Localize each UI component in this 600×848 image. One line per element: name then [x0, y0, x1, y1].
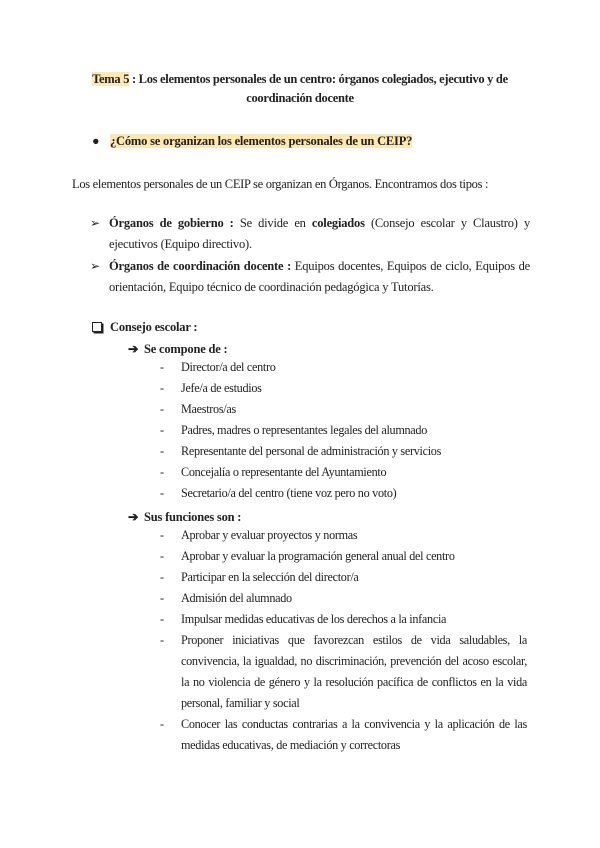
subsection-heading: Se compone de : [144, 342, 228, 356]
organo-bold-term: colegiados [311, 216, 365, 230]
list-item [160, 588, 527, 609]
dash-bullet: - [160, 717, 164, 731]
list-item [160, 525, 527, 546]
checkbox-bullet-icon [92, 322, 102, 332]
list-item-text: Proponer iniciativas que favorezcan estilos de vida saludables, la convivencia, la igualdad, no discriminación, prevención del acoso escolar, la no violencia de género y la resolución pacífica de conflictos en la vida personal, familiar y social [181, 633, 527, 710]
list-item [160, 483, 527, 504]
list-item-text: Participar en la selección del director/a [181, 570, 359, 584]
dash-bullet: - [160, 402, 164, 416]
question-heading [92, 134, 412, 149]
list-item-text: Impulsar medidas educativas de los derechos a la infancia [181, 612, 447, 626]
list-item [160, 567, 527, 588]
page-title [70, 70, 530, 108]
dash-bullet: - [160, 360, 164, 374]
list-item [160, 609, 527, 630]
list-item-text: Concejalía o representante del Ayuntamiento [181, 465, 387, 479]
section-heading: Consejo escolar : [110, 320, 198, 334]
list-item [160, 378, 527, 399]
dash-bullet: - [160, 486, 164, 500]
list-item [160, 714, 527, 756]
organo-item-coordinacion [90, 256, 530, 298]
organo-item-gobierno [90, 213, 530, 255]
organo-text [109, 213, 530, 255]
list-item-text: Aprobar y evaluar la programación general anual del centro [181, 549, 455, 563]
dash-bullet: - [160, 549, 164, 563]
organo-title: Órganos de gobierno : [109, 216, 234, 230]
funciones-list [160, 525, 527, 756]
title-label: Tema 5 [92, 72, 130, 86]
organo-text [109, 256, 530, 298]
compone-list [160, 357, 527, 504]
subsection-compone [128, 341, 227, 357]
dash-bullet: - [160, 444, 164, 458]
right-arrow-icon: ➔ [128, 342, 139, 356]
list-item [160, 420, 527, 441]
organo-desc: Se divide en [233, 216, 312, 230]
organo-title: Órganos de coordinación docente : [109, 259, 292, 273]
subsection-heading: Sus funciones son : [144, 510, 242, 524]
section-consejo-escolar [92, 320, 197, 335]
question-text: ¿Cómo se organizan los elementos personales de un CEIP? [110, 134, 413, 148]
dash-bullet: - [160, 591, 164, 605]
list-item-text: Aprobar y evaluar proyectos y normas [181, 528, 358, 542]
list-item [160, 441, 527, 462]
dash-bullet: - [160, 465, 164, 479]
arrowhead-icon: ➢ [90, 216, 100, 230]
list-item-text: Padres, madres o representantes legales del alumnado [181, 423, 427, 437]
dash-bullet: - [160, 381, 164, 395]
subsection-funciones [128, 509, 241, 525]
dash-bullet: - [160, 570, 164, 584]
list-item-text: Jefe/a de estudios [181, 381, 262, 395]
list-item-text: Director/a del centro [181, 360, 276, 374]
list-item-text: Secretario/a del centro (tiene voz pero no voto) [181, 486, 397, 500]
list-item-text: Representante del personal de administración y servicios [181, 444, 442, 458]
list-item [160, 399, 527, 420]
dash-bullet: - [160, 528, 164, 542]
list-item [160, 357, 527, 378]
list-item-text: Admisión del alumnado [181, 591, 292, 605]
title-text-line2: coordinación docente [246, 91, 354, 105]
right-arrow-icon: ➔ [128, 510, 139, 524]
bullet-icon: ● [92, 134, 100, 148]
dash-bullet: - [160, 633, 164, 647]
organo-desc-cont: (Consejo escolar y Claustro) y ejecutivos (Equipo directivo). [109, 216, 530, 251]
title-text-line1: : Los elementos personales de un centro: órganos colegiados, ejecutivo y de [129, 72, 508, 86]
list-item-text: Conocer las conductas contrarias a la convivencia y la aplicación de las medidas educativas, de mediación y correctoras [181, 717, 527, 752]
list-item [160, 630, 527, 714]
list-item [160, 462, 527, 483]
arrowhead-icon: ➢ [90, 259, 100, 273]
list-item [160, 546, 527, 567]
list-item-text: Maestros/as [181, 402, 236, 416]
dash-bullet: - [160, 612, 164, 626]
intro-paragraph: Los elementos personales de un CEIP se organizan en Órganos. Encontramos dos tipos : [72, 177, 489, 191]
dash-bullet: - [160, 423, 164, 437]
organo-desc: Equipos docentes, Equipos de ciclo, Equipos de orientación, Equipo técnico de coordinación pedagógica y Tutorías. [109, 259, 531, 294]
